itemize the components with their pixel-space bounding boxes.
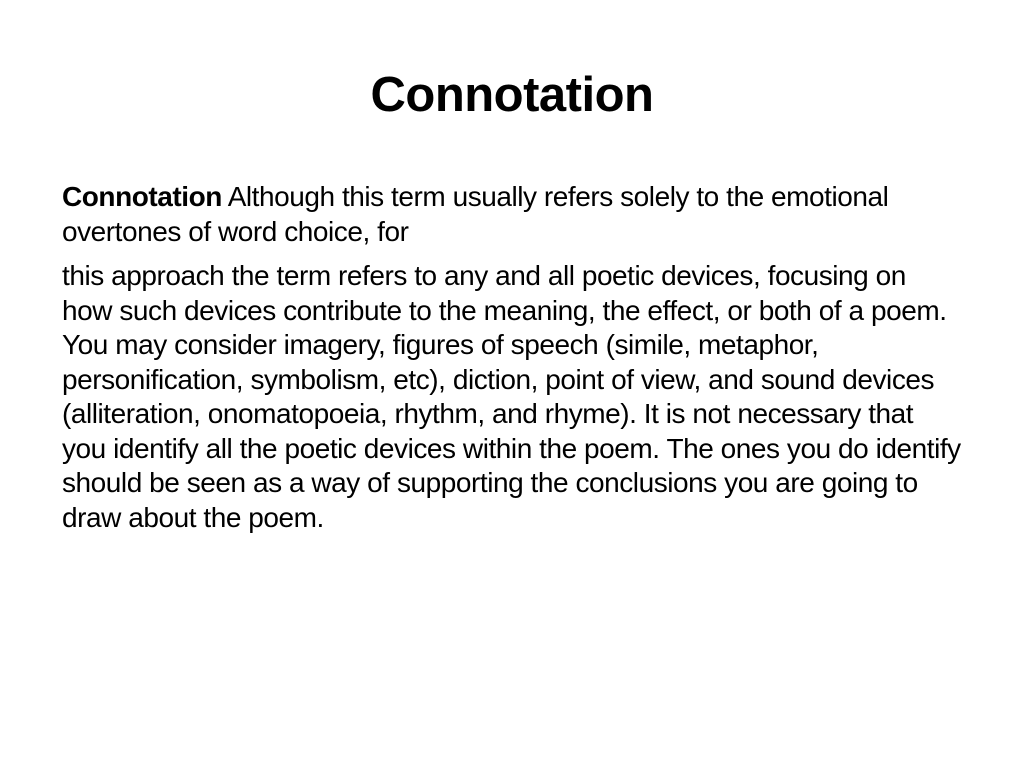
slide-body: [62, 180, 962, 535]
body-paragraph: this approach the term refers to any and all poetic devices, focusing on how such devices contribute to the meaning, the effect, or both of a poem. You may consider imagery, figures of speech (simile, metaphor, personification, symbolism, etc), diction, point of view, and sound devices (alliteration, onomatopoeia, rhythm, and rhyme). It is not necessary that you identify all the poetic devices within the poem. The ones you do identify should be seen as a way of supporting the conclusions you are going to draw about the poem.: [62, 260, 961, 533]
intro-term: Connotation: [62, 181, 222, 212]
intro-paragraph: [62, 180, 962, 249]
slide-title: Connotation: [370, 68, 654, 122]
intro-text: Although this term usually refers solely to the emotional overtones of word choice, for: [62, 181, 889, 247]
